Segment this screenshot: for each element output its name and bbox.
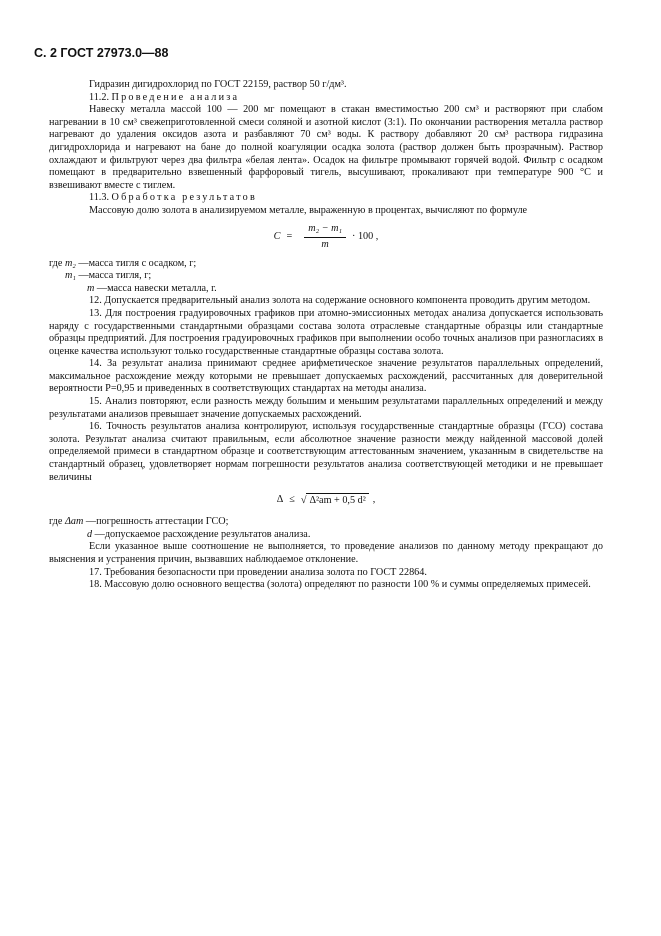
page-header: С. 2 ГОСТ 27973.0—88 [34,46,169,60]
legend-description: —масса навески металла, г. [94,282,217,294]
paragraph-15: 15. Анализ повторяют, если разность между большим и меньшим результатами параллельных определений и между результатами анализов превышает значение допускаемых расхождений. [49,396,603,420]
legend-prefix: где [49,516,65,528]
formula-legend [49,258,603,296]
section-11-2-text: Навеску металла массой 100 — 200 мг помещают в стакан вместимостью 200 см³ и растворяют при слабом нагревании в 10 см³ свежеприготовленной смеси соляной и азотной кислот (3:1). По окончании растворения металла раствор нагревают до удаления оксидов азота и разбавляют 70 см³ воды. К раствору добавляют 20 см³ раствора гидразина дигидрохлорида и нагревают на бане до полной коагуляции осадка золота (раствор должен быть прозрачным). Раствор охлаждают и фильтруют через два фильтра «белая лента». Осадок на фильтре промывают горячей водой. Фильтр с осадком помещают в предварительно взвешенный фарфоровый тигель, высушивают, прокаливают при температуре 900 °С и взвешивают вместе с тиглем. [49,104,603,191]
section-11-3-title: Обработка результатов [111,192,257,204]
formula-tail: · 100 , [352,231,379,243]
section-11-2-number: 11.2. [89,91,109,103]
legend-description: —масса тигля с осадком, г; [75,257,197,269]
formula2-legend [49,516,603,541]
legend-item [49,283,603,296]
formula2-relation: ≤ [289,493,295,505]
legend-item [49,516,603,529]
section-11-3-heading [49,192,603,205]
legend-symbol: Δam [64,516,84,528]
legend-item [49,529,603,542]
formula-fraction [304,223,346,251]
formula-numerator: m₂ − m₁ [304,223,346,238]
paragraph-13: 13. Для построения градуировочных графиков при атомно-эмиссионных методах анализа допускается использовать наряду с государственными стандартными образцами состава золота отраслевые стандартные образцы или стандартные образцы предприятий. Для построения градуировочных графиков при выполнении особо точных анализов при разногласиях в оценке качества используют только государственные стандартные образцы состава золота. [49,307,603,357]
formula-gold-fraction [49,220,603,256]
reagent-line: Гидразин дигидрохлорид по ГОСТ 22159, раствор 50 г/дм³. [89,79,347,90]
formula-denominator: m [321,239,329,251]
legend-description: —масса тигля, г; [75,270,152,282]
section-11-2-heading [49,92,603,105]
document-body [49,79,603,592]
section-11-3-text: Массовую долю золота в анализируемом металле, выраженную в процентах, вычисляют по формуле [89,204,528,216]
legend-item [49,258,603,271]
legend-prefix: где [49,257,65,269]
formula-accuracy [49,486,603,514]
paragraph-18: 18. Массовую долю основного вещества (золота) определяют по разности 100 % и суммы определяемых примесей. [89,579,591,591]
formula2-radicand: Δ²am + 0,5 d² [306,493,368,508]
section-11-2-title: Проведение анализа [111,91,240,103]
sqrt-sign-icon: √ [300,494,307,506]
legend-description: —погрешность аттестации ГСО; [83,516,229,528]
paragraph-16-tail: Если указанное выше соотношение не выполняется, то проведение анализов по данному методу прекращают до выяснения и устранения причин, вызвавших наблюдаемое отклонение. [49,541,603,565]
legend-symbol: d [87,528,93,540]
legend-description: —допускаемое расхождение результатов анализа. [92,528,311,540]
formula-equals: = [286,231,293,243]
legend-symbol: m₂ [64,257,76,269]
legend-symbol: m [87,282,95,294]
paragraph-17: 17. Требования безопасности при проведении анализа золота по ГОСТ 22864. [89,566,427,578]
paragraph-14: 14. За результат анализа принимают среднее арифметическое значение результатов параллельных определений, максимальное расхождение между которыми не превышает допускаемых расхождений, рассчитанных для доверительной вероятности P=0,95 и приведенных в соответствующих стандартах на методы анализа. [49,358,603,395]
paragraph-16: 16. Точность результатов анализа контролируют, используя государственные стандартные образцы (ГСО) состава золота. Результат анализа считают правильным, если абсолютное значение разности между найденной массовой долей определяемой примеси в стандартном образце и соответствующим аттестованным значением, указанным в свидетельстве на стандартный образец, удовлетворяет нормам погрешности результатов анализа соответствующей методики и не превышает величины [49,421,603,483]
square-root [301,493,369,508]
formula-lhs: C [273,231,281,243]
paragraph-12: 12. Допускается предварительный анализ золота на содержание основного компонента проводить другим методом. [89,295,591,307]
legend-item [49,270,603,283]
formula2-tail: , [372,493,376,505]
legend-symbol: m₁ [65,270,76,282]
section-11-3-number: 11.3. [89,192,109,204]
formula2-lhs: Δ [276,493,284,505]
